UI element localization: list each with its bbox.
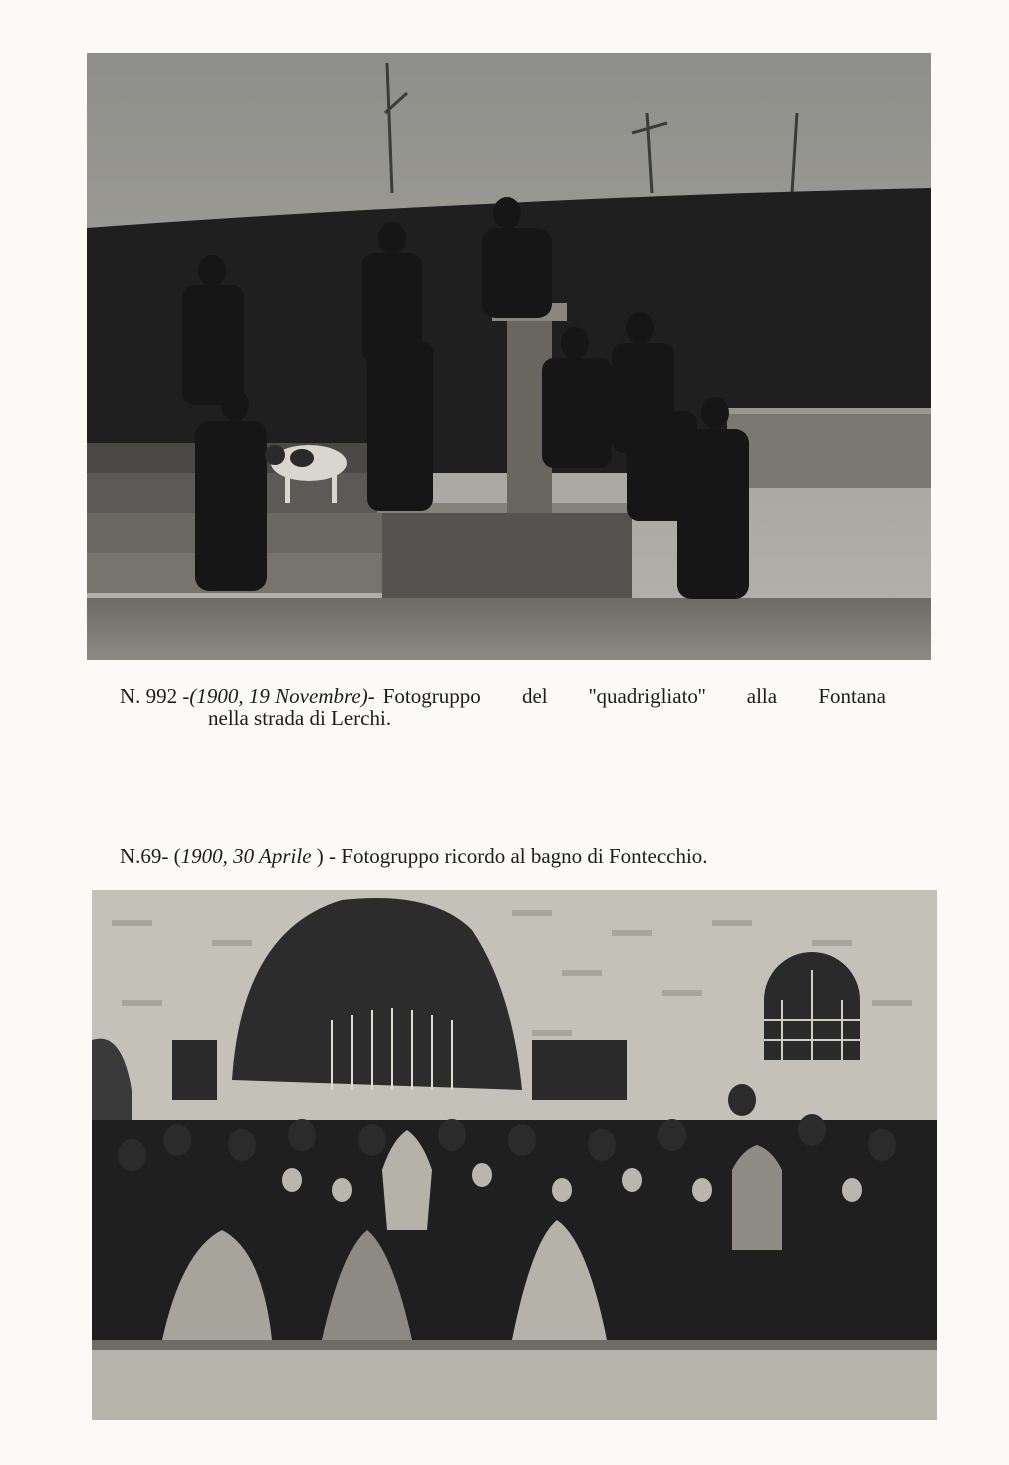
caption-fontecchio-photo (120, 846, 900, 867)
caption-dash: - (367, 684, 375, 708)
caption-date-close: ) (316, 844, 324, 868)
caption-text-line1: Fotogruppo del ''quadrigliato'' alla Fontana (382, 684, 886, 708)
photo-fontecchio-group (92, 890, 937, 1420)
caption-number: N. 992 - (120, 684, 190, 708)
caption-date: 1900, 30 Aprile (180, 844, 312, 868)
caption-fountain-photo (120, 686, 886, 729)
caption-text-line2: nella strada di Lerchi. (208, 706, 392, 730)
caption-text: - Fotogruppo ricordo al bagno di Fontecchio. (329, 844, 708, 868)
photo-fountain-group (87, 53, 931, 660)
fontecchio-photo-image (92, 890, 937, 1420)
caption-number: N.69- (120, 844, 169, 868)
fountain-photo-image (87, 53, 931, 660)
caption-date-open: ( (173, 844, 181, 868)
caption-date: (1900, 19 Novembre) (189, 684, 368, 708)
